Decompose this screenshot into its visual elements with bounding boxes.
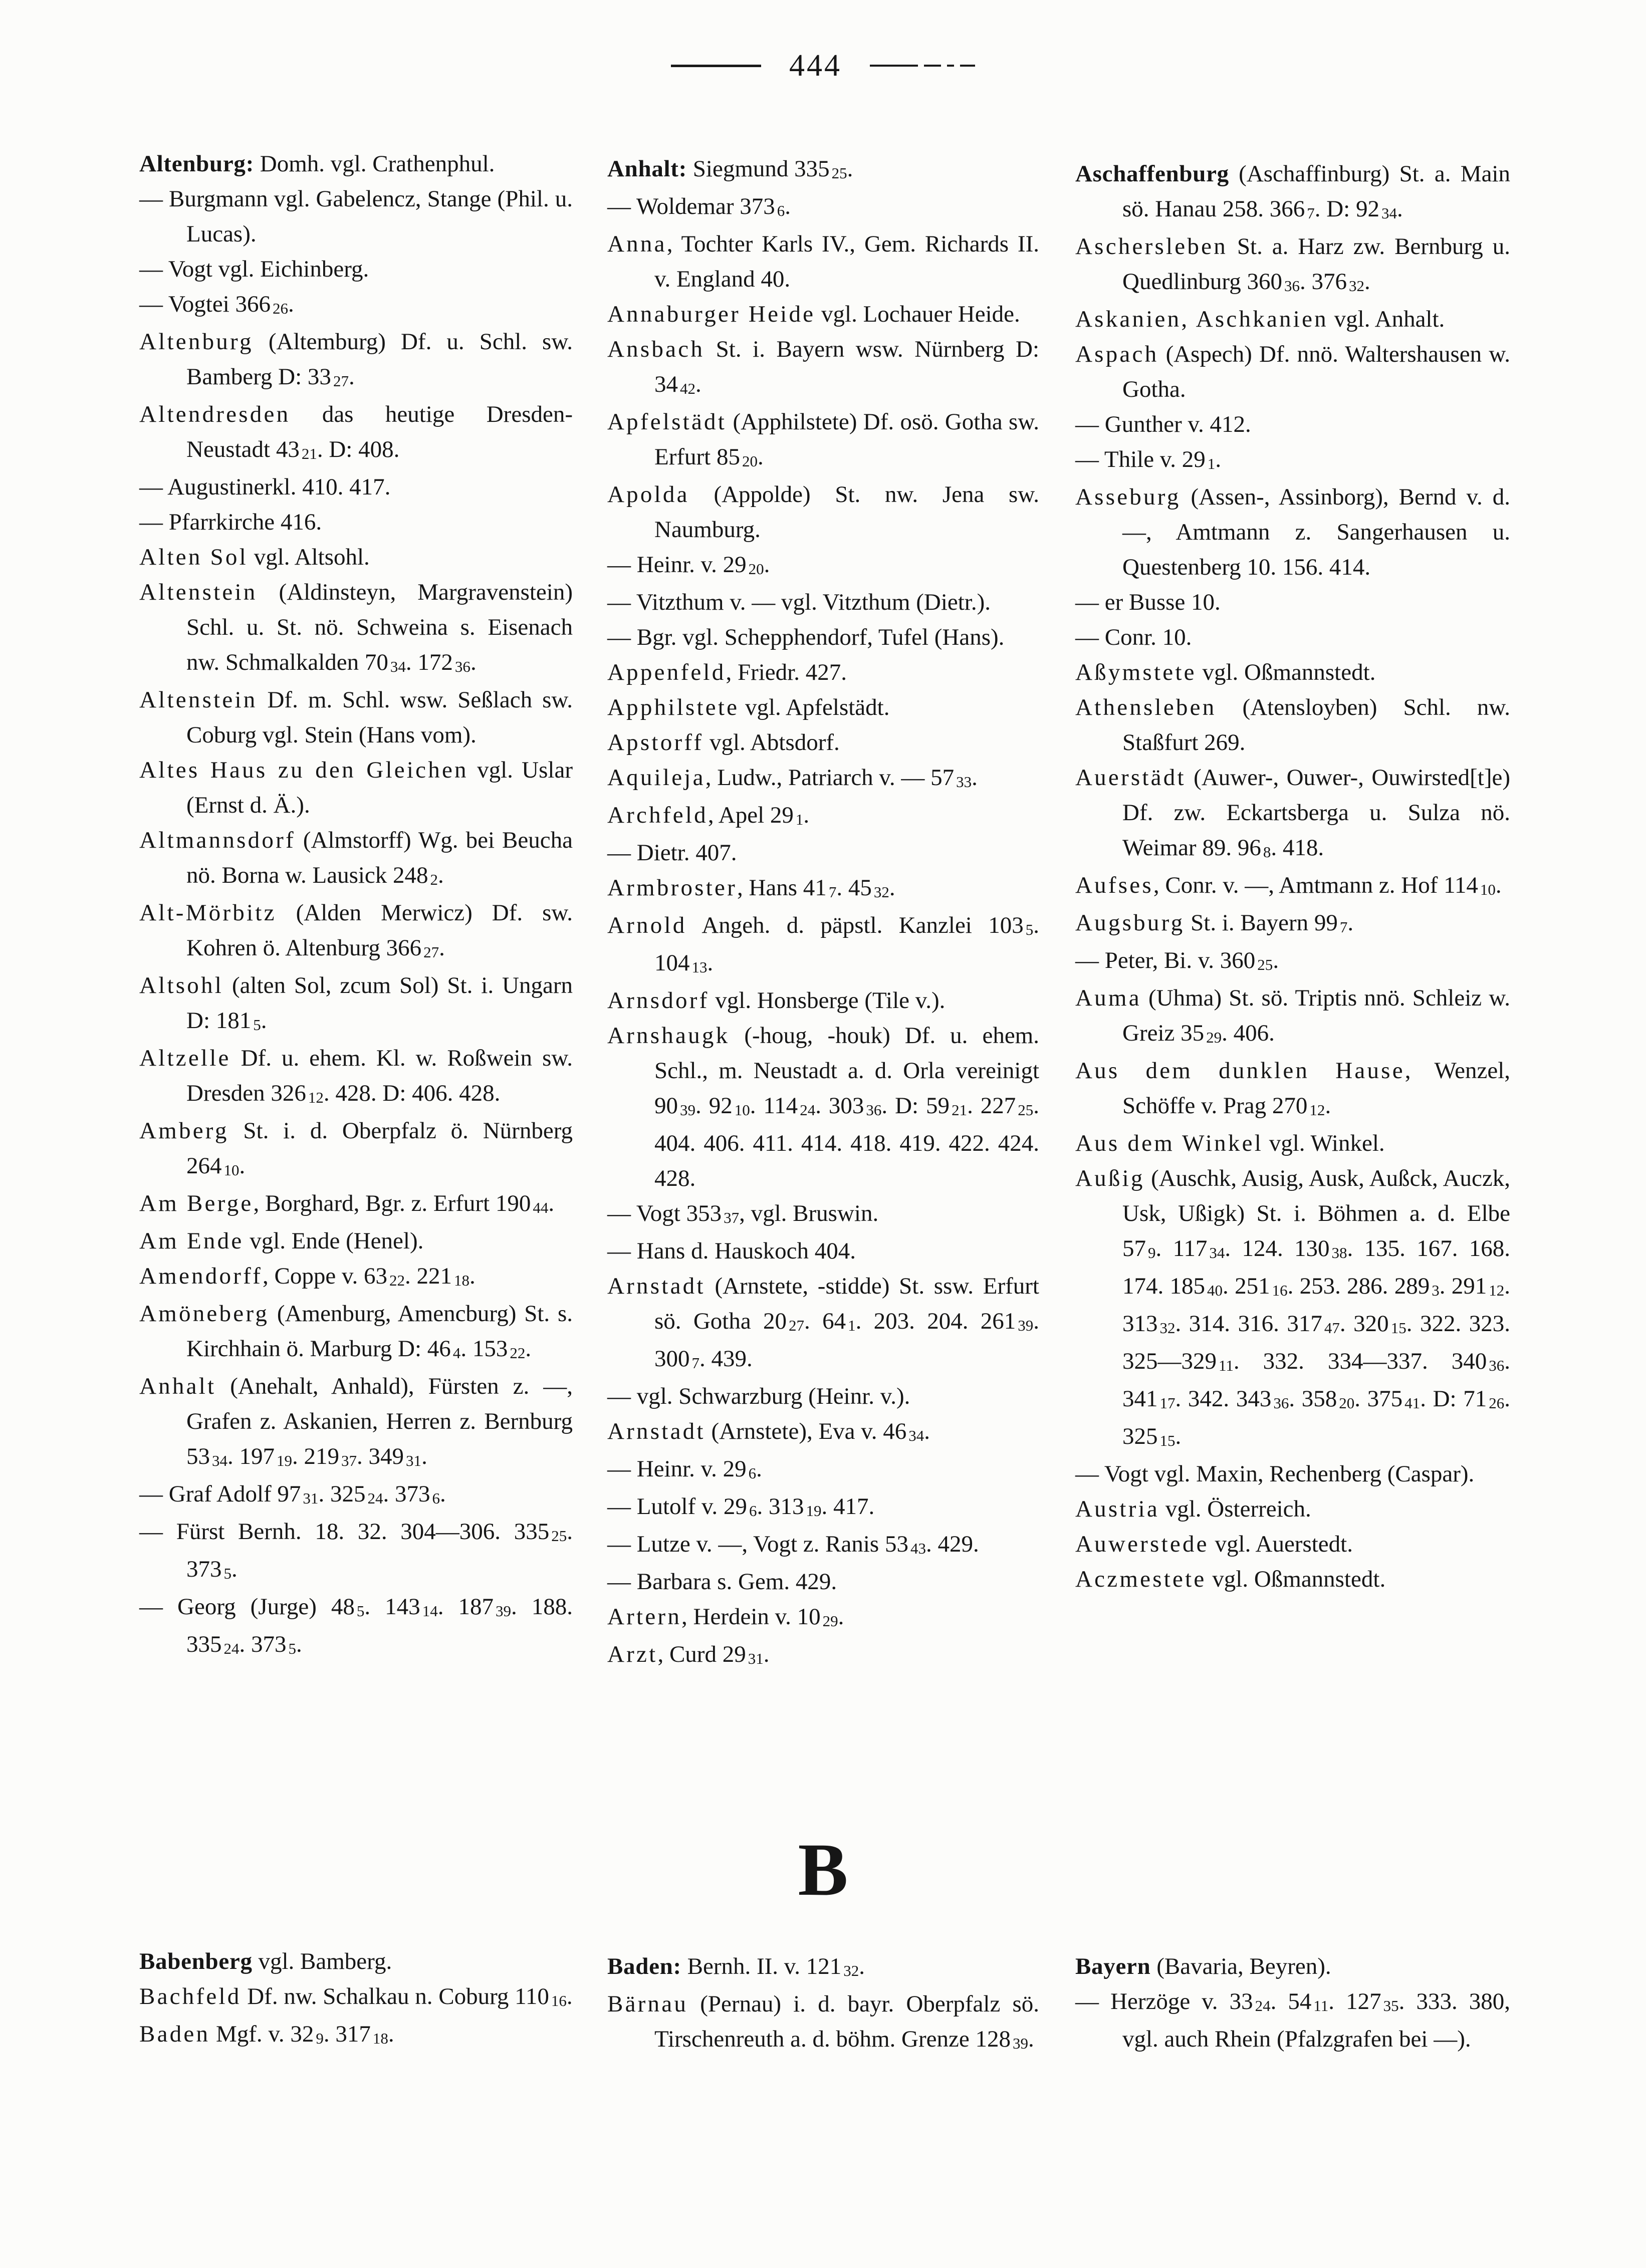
index-subentry: — vgl. Schwarzburg (Heinr. v.). <box>607 1383 910 1409</box>
entry-headword: Altenstein <box>139 687 258 713</box>
line-number: 34 <box>390 658 406 676</box>
index-entry: Alt-Mörbitz (Alden Merwicz) Df. sw. Kohren ö. Altenburg 366 27. <box>139 900 573 961</box>
entry-headword: Anna <box>607 231 667 257</box>
line-number: 39 <box>680 1101 696 1119</box>
index-entry: Altenburg (Altemburg) Df. u. Schl. sw. Bamberg D: 33 27. <box>139 329 573 390</box>
line-number: 36 <box>1489 1357 1505 1375</box>
index-entry: Am Berge, Borghard, Bgr. z. Erfurt 190 44. <box>139 1190 555 1217</box>
entry-headword: Auerstädt <box>1075 765 1186 791</box>
entry-headword: Arzt <box>607 1641 658 1667</box>
index-subentry: — Vogtei 366 26. <box>139 291 294 318</box>
entry-headword: Arnstadt <box>607 1273 706 1299</box>
entry-headword: Altenburg: <box>139 151 254 177</box>
line-number: 1 <box>795 811 804 829</box>
line-number: 25 <box>1018 1101 1034 1119</box>
entry-headword: Apphilstete <box>607 694 740 720</box>
line-number: 32 <box>873 883 889 901</box>
index-subentry: — Herzöge v. 33 24. 54 11. 127 35. 333. 380, vgl. auch Rhein (Pfalzgrafen bei —). <box>1075 1988 1511 2052</box>
entry-headword: Aßymstete <box>1075 659 1197 685</box>
index-entry: Austria vgl. Österreich. <box>1075 1496 1311 1522</box>
line-number: 2 <box>430 871 438 889</box>
entry-headword: Ansbach <box>607 336 705 362</box>
entry-headword: Anhalt: <box>607 156 687 182</box>
line-number: 14 <box>422 1602 438 1620</box>
index-subentry: — Conr. 10. <box>1075 624 1192 650</box>
line-number: 5 <box>356 1602 365 1620</box>
line-number: 7 <box>691 1354 700 1372</box>
header-rule-right <box>870 65 975 67</box>
entry-headword: Archfeld <box>607 802 708 828</box>
line-number: 9 <box>316 2030 324 2048</box>
entry-headword: Altenstein <box>139 579 258 605</box>
line-number: 11 <box>1219 1357 1234 1375</box>
index-entry: Auma (Uhma) St. sö. Triptis nnö. Schleiz w. Greiz 35 29. 406. <box>1075 985 1510 1047</box>
line-number: 24 <box>800 1101 816 1119</box>
index-entry: Baden: Bernh. II. v. 121 32. <box>607 1953 865 1980</box>
index-entry: Altendresden das heutige Dresden-Neustadt 43 21. D: 408. <box>139 401 573 463</box>
index-entry: Bayern (Bavaria, Beyren). <box>1075 1953 1331 1979</box>
index-entry: Arnstadt (Arnstete, -stidde) St. ssw. Erfurt sö. Gotha 20 27. 64 1. 203. 204. 261 39. 300 7. 439. <box>607 1273 1040 1372</box>
line-number: 21 <box>301 445 317 463</box>
line-number: 11 <box>1313 1997 1329 2015</box>
line-number: 20 <box>742 452 758 470</box>
index-entry: Apolda (Appolde) St. nw. Jena sw. Naumburg. <box>607 481 1039 543</box>
line-number: 25 <box>831 164 847 182</box>
index-column-a-1 <box>139 146 573 1664</box>
line-number: 32 <box>1349 277 1365 295</box>
line-number: 17 <box>1159 1394 1175 1412</box>
line-number: 26 <box>273 300 289 318</box>
index-entry: Bärnau (Pernau) i. d. bayr. Oberpfalz sö. Tirschenreuth a. d. böhm. Grenze 128 39. <box>607 1991 1039 2053</box>
index-entry: Aus dem dunklen Hause, Wenzel, Schöffe v. Prag 270 12. <box>1075 1058 1510 1119</box>
index-entry: Amendorff, Coppe v. 63 22. 221 18. <box>139 1263 476 1290</box>
line-number: 10 <box>734 1101 750 1119</box>
line-number: 7 <box>1307 204 1315 222</box>
entry-headword: Arnstadt <box>607 1418 706 1444</box>
index-entry: Auwerstede vgl. Auerstedt. <box>1075 1531 1353 1557</box>
index-entry: Altmannsdorf (Almstorff) Wg. bei Beucha nö. Borna w. Lausick 248 2. <box>139 827 573 889</box>
line-number: 22 <box>389 1272 405 1290</box>
line-number: 5 <box>1025 921 1034 939</box>
index-entry: Aßymstete vgl. Oßmannstedt. <box>1075 659 1376 685</box>
index-subentry: — Fürst Bernh. 18. 32. 304—306. 335 25. 373 5. <box>139 1519 573 1583</box>
index-subentry: — Georg (Jurge) 48 5. 143 14. 187 39. 188. 335 24. 373 5. <box>139 1594 573 1658</box>
line-number: 36 <box>1284 277 1300 295</box>
line-number: 27 <box>423 943 439 961</box>
index-entry: Am Ende vgl. Ende (Henel). <box>139 1228 424 1254</box>
entry-headword: Apfelstädt <box>607 409 727 435</box>
entry-headword: Asseburg <box>1075 484 1181 510</box>
index-entry: Anhalt (Anehalt, Anhald), Fürsten z. —, Grafen z. Askanien, Herren z. Bernburg 53 34. 197 19. 219 37. 349 31. <box>139 1373 573 1470</box>
index-entry: Altenburg: Domh. vgl. Crathenphul. <box>139 151 495 177</box>
line-number: 31 <box>303 1489 319 1507</box>
entry-headword: Altzelle <box>139 1045 231 1071</box>
line-number: 29 <box>1206 1029 1222 1047</box>
index-entry: Aufses, Conr. v. —, Amtmann z. Hof 114 10. <box>1075 872 1502 899</box>
index-entry: Auerstädt (Auwer-, Ouwer-, Ouwirsted[t]e) Df. zw. Eckartsberga u. Sulza nö. Weimar 89. 96 8. 418. <box>1075 765 1510 861</box>
line-number: 8 <box>1263 843 1271 861</box>
index-subentry: — Woldemar 373 6. <box>607 193 791 220</box>
entry-headword: Babenberg <box>139 1948 253 1974</box>
line-number: 39 <box>1018 1317 1034 1335</box>
line-number: 5 <box>253 1016 261 1034</box>
index-entry: Asseburg (Assen-, Assinborg), Bernd v. d. —, Amtmann z. Sangerhausen u. Questenberg 10. 156. 414. <box>1075 484 1510 580</box>
index-subentry: — Peter, Bi. v. 360 25. <box>1075 947 1279 974</box>
line-number: 12 <box>308 1089 324 1107</box>
index-entry: Armbroster, Hans 41 7. 45 32. <box>607 875 895 901</box>
line-number: 27 <box>789 1317 805 1335</box>
line-number: 24 <box>223 1640 240 1658</box>
line-number: 5 <box>223 1565 232 1583</box>
index-entry: Aus dem Winkel vgl. Winkel. <box>1075 1130 1385 1156</box>
line-number: 34 <box>212 1452 228 1470</box>
line-number: 32 <box>843 1962 859 1980</box>
line-number: 15 <box>1159 1432 1175 1450</box>
entry-headword: Amberg <box>139 1118 229 1144</box>
index-entry: Amöneberg (Amenburg, Amencburg) St. s. Kirchhain ö. Marburg D: 46 4. 153 22. <box>139 1301 573 1362</box>
entry-headword: Aschersleben <box>1075 233 1228 260</box>
line-number: 6 <box>777 202 785 220</box>
line-number: 10 <box>223 1161 240 1179</box>
index-entry: Altsohl (alten Sol, zcum Sol) St. i. Ungarn D: 181 5. <box>139 972 573 1034</box>
index-subentry: — Heinr. v. 29 6. <box>607 1456 762 1482</box>
entry-headword: Anhalt <box>139 1373 216 1399</box>
line-number: 3 <box>1432 1282 1440 1300</box>
line-number: 32 <box>1159 1319 1175 1337</box>
index-column-a-3 <box>1075 156 1510 1597</box>
line-number: 37 <box>724 1209 740 1227</box>
index-column-b-3 <box>1075 1949 1510 2057</box>
line-number: 24 <box>367 1489 383 1507</box>
index-subentry: — Lutze v. —, Vogt z. Ranis 53 43. 429. <box>607 1531 979 1558</box>
entry-headword: Aschaffenburg <box>1075 161 1229 187</box>
line-number: 16 <box>1272 1282 1288 1300</box>
entry-headword: Altendresden <box>139 401 291 427</box>
index-entry: Artern, Herdein v. 10 29. <box>607 1604 844 1630</box>
entry-headword: Aufses <box>1075 872 1153 898</box>
line-number: 38 <box>1331 1244 1347 1262</box>
section-b-heading: B <box>798 1828 848 1911</box>
line-number: 42 <box>680 380 696 398</box>
index-entry: Arzt, Curd 29 31. <box>607 1641 770 1668</box>
index-entry: Askanien, Aschkanien vgl. Anhalt. <box>1075 306 1445 332</box>
index-entry: Babenberg vgl. Bamberg. <box>139 1948 392 1974</box>
line-number: 7 <box>1339 918 1348 936</box>
line-number: 34 <box>1381 204 1397 222</box>
line-number: 15 <box>1390 1319 1406 1337</box>
index-subentry: — Vogt 353 37, vgl. Bruswin. <box>607 1200 879 1227</box>
line-number: 44 <box>533 1199 549 1217</box>
line-number: 13 <box>691 958 708 976</box>
index-entry: Aquileja, Ludw., Patriarch v. — 57 33. <box>607 765 978 791</box>
line-number: 41 <box>1404 1394 1421 1412</box>
index-column-b-2 <box>607 1949 1039 2059</box>
entry-headword: Aczmestete <box>1075 1566 1207 1592</box>
entry-headword: Amöneberg <box>139 1301 270 1327</box>
entry-headword: Athensleben <box>1075 694 1217 720</box>
index-entry: Altenstein (Aldinsteyn, Margravenstein) Schl. u. St. nö. Schweina s. Eisenach nw. Schmalkalden 70 34. 172 36. <box>139 579 573 676</box>
line-number: 6 <box>749 1502 757 1520</box>
index-entry: Aschersleben St. a. Harz zw. Bernburg u. Quedlinburg 360 36. 376 32. <box>1075 233 1510 295</box>
index-subentry: — Hans d. Hauskoch 404. <box>607 1238 856 1264</box>
line-number: 5 <box>288 1640 297 1658</box>
line-number: 47 <box>1324 1319 1340 1337</box>
line-number: 9 <box>1148 1244 1156 1262</box>
entry-headword: Am Berge <box>139 1190 254 1216</box>
line-number: 6 <box>748 1464 757 1482</box>
line-number: 36 <box>866 1101 882 1119</box>
line-number: 26 <box>1489 1394 1505 1412</box>
index-entry: Altes Haus zu den Gleichen vgl. Uslar (Ernst d. Ä.). <box>139 757 573 818</box>
line-number: 20 <box>1339 1394 1355 1412</box>
index-entry: Altenstein Df. m. Schl. wsw. Seßlach sw. Coburg vgl. Stein (Hans vom). <box>139 687 573 748</box>
page-number: 444 <box>789 49 842 83</box>
line-number: 19 <box>806 1502 822 1520</box>
page-header <box>0 48 1646 83</box>
line-number: 10 <box>1480 881 1496 899</box>
entry-headword: Bayern <box>1075 1953 1151 1979</box>
line-number: 1 <box>848 1317 856 1335</box>
line-number: 39 <box>1012 2035 1028 2053</box>
line-number: 1 <box>1207 455 1216 473</box>
entry-headword: Apolda <box>607 481 689 508</box>
line-number: 7 <box>828 883 837 901</box>
line-number: 16 <box>551 1992 567 2010</box>
line-number: 6 <box>432 1489 440 1507</box>
index-entry: Augsburg St. i. Bayern 99 7. <box>1075 910 1354 936</box>
line-number: 18 <box>453 1272 469 1290</box>
line-number: 35 <box>1383 1997 1399 2015</box>
index-subentry: — Gunther v. 412. <box>1075 411 1251 437</box>
line-number: 25 <box>551 1527 567 1545</box>
index-subentry: — Vitzthum v. — vgl. Vitzthum (Dietr.). <box>607 589 991 615</box>
index-entry: Arnstadt (Arnstete), Eva v. 46 34. <box>607 1418 930 1445</box>
index-entry: Ansbach St. i. Bayern wsw. Nürnberg D: 34 42. <box>607 336 1039 398</box>
index-subentry: — Bgr. vgl. Schepphendorf, Tufel (Hans). <box>607 624 1005 650</box>
index-subentry: — Lutolf v. 29 6. 313 19. 417. <box>607 1493 875 1520</box>
entry-headword: Aquileja <box>607 765 706 791</box>
line-number: 36 <box>454 658 471 676</box>
entry-headword: Alt-Mörbitz <box>139 900 277 926</box>
index-entry: Aschaffenburg (Aschaffinburg) St. a. Main sö. Hanau 258. 366 7. D: 92 34. <box>1075 161 1510 222</box>
entry-headword: Annaburger Heide <box>607 301 816 327</box>
index-subentry: — Thile v. 29 1. <box>1075 446 1222 473</box>
line-number: 22 <box>510 1344 526 1362</box>
entry-headword: Apstorff <box>607 729 704 755</box>
line-number: 43 <box>910 1540 926 1558</box>
index-subentry: — Pfarrkirche 416. <box>139 509 322 535</box>
index-column-b-1 <box>139 1944 573 2054</box>
line-number: 12 <box>1309 1101 1325 1119</box>
entry-headword: Arnsdorf <box>607 987 710 1014</box>
index-subentry: — Burgmann vgl. Gabelencz, Stange (Phil. u. Lucas). <box>139 186 573 247</box>
index-entry: Arnold Angeh. d. päpstl. Kanzlei 103 5. 104 13. <box>607 912 1039 976</box>
index-entry: Anna, Tochter Karls IV., Gem. Richards II. v. England 40. <box>607 231 1039 292</box>
entry-headword: Außig <box>1075 1165 1145 1191</box>
entry-headword: Austria <box>1075 1496 1159 1522</box>
index-subentry: — er Busse 10. <box>1075 589 1221 615</box>
index-subentry: — Dietr. 407. <box>607 840 737 866</box>
entry-headword: Altes Haus zu den Gleichen <box>139 757 468 783</box>
line-number: 21 <box>952 1101 968 1119</box>
entry-headword: Aus dem dunklen Hause <box>1075 1058 1405 1084</box>
entry-headword: Appenfeld <box>607 659 726 685</box>
index-entry: Anhalt: Siegmund 335 25. <box>607 156 853 182</box>
index-entry: Baden Mgf. v. 32 9. 317 18. <box>139 2021 394 2048</box>
index-entry: Aczmestete vgl. Oßmannstedt. <box>1075 1566 1386 1592</box>
index-entry: Arnsdorf vgl. Honsberge (Tile v.). <box>607 987 946 1014</box>
entry-headword: Auwerstede <box>1075 1531 1209 1557</box>
index-entry: Apfelstädt (Apphilstete) Df. osö. Gotha sw. Erfurt 85 20. <box>607 409 1039 470</box>
index-entry: Arnshaugk (-houg, -houk) Df. u. ehem. Schl., m. Neustadt a. d. Orla vereinigt 90 39. 92 10. 114 24. 303 36. D: 59 21. 227 25. 404. 406. 411. 414. 418. 419. 422. 424. 428. <box>607 1023 1040 1191</box>
index-entry: Alten Sol vgl. Altsohl. <box>139 544 370 570</box>
entry-headword: Artern <box>607 1604 682 1630</box>
line-number: 25 <box>1257 956 1273 974</box>
line-number: 20 <box>748 560 764 578</box>
line-number: 24 <box>1255 1997 1271 2015</box>
entry-headword: Arnold <box>607 912 687 938</box>
line-number: 4 <box>452 1344 461 1362</box>
entry-headword: Bachfeld <box>139 1983 242 2009</box>
entry-headword: Aus dem Winkel <box>1075 1130 1263 1156</box>
entry-headword: Askanien, Aschkanien <box>1075 306 1328 332</box>
entry-headword: Altenburg <box>139 329 254 355</box>
line-number: 31 <box>406 1452 422 1470</box>
line-number: 19 <box>277 1452 293 1470</box>
line-number: 31 <box>748 1650 764 1668</box>
entry-headword: Alten Sol <box>139 544 248 570</box>
line-number: 12 <box>1489 1282 1505 1300</box>
index-subentry: — Graf Adolf 97 31. 325 24. 373 6. <box>139 1481 446 1507</box>
entry-headword: Baden <box>139 2021 210 2047</box>
index-entry: Annaburger Heide vgl. Lochauer Heide. <box>607 301 1020 327</box>
entry-headword: Am Ende <box>139 1228 244 1254</box>
line-number: 29 <box>822 1612 838 1630</box>
entry-headword: Aspach <box>1075 341 1159 367</box>
index-entry: Bachfeld Df. nw. Schalkau n. Coburg 110 16. <box>139 1983 573 2010</box>
line-number: 36 <box>1273 1394 1289 1412</box>
entry-headword: Amendorff <box>139 1263 263 1289</box>
index-entry: Athensleben (Atensloyben) Schl. nw. Staßfurt 269. <box>1075 694 1510 755</box>
index-subentry: — Vogt vgl. Eichinberg. <box>139 256 369 282</box>
line-number: 27 <box>333 372 349 390</box>
index-subentry: — Barbara s. Gem. 429. <box>607 1569 837 1595</box>
index-subentry: — Heinr. v. 29 20. <box>607 552 770 578</box>
index-subentry: — Vogt vgl. Maxin, Rechenberg (Caspar). <box>1075 1461 1475 1487</box>
entry-headword: Arnshaugk <box>607 1023 730 1049</box>
entry-headword: Augsburg <box>1075 910 1185 936</box>
index-entry: Apphilstete vgl. Apfelstädt. <box>607 694 890 720</box>
line-number: 34 <box>908 1427 924 1445</box>
line-number: 39 <box>495 1602 511 1620</box>
index-entry: Amberg St. i. d. Oberpfalz ö. Nürnberg 264 10. <box>139 1118 573 1179</box>
line-number: 34 <box>1209 1244 1225 1262</box>
index-subentry: — Augustinerkl. 410. 417. <box>139 474 391 500</box>
entry-headword: Altmannsdorf <box>139 827 296 853</box>
line-number: 33 <box>956 773 972 791</box>
index-entry: Altzelle Df. u. ehem. Kl. w. Roßwein sw. Dresden 326 12. 428. D: 406. 428. <box>139 1045 573 1107</box>
line-number: 40 <box>1207 1282 1223 1300</box>
index-entry: Aspach (Aspech) Df. nnö. Waltershausen w. Gotha. <box>1075 341 1510 402</box>
index-entry: Apstorff vgl. Abtsdorf. <box>607 729 840 755</box>
index-column-a-2 <box>607 151 1039 1674</box>
header-rule-left <box>671 65 761 67</box>
line-number: 18 <box>372 2030 388 2048</box>
entry-headword: Bärnau <box>607 1991 688 2017</box>
index-entry: Appenfeld, Friedr. 427. <box>607 659 847 685</box>
entry-headword: Altsohl <box>139 972 224 998</box>
entry-headword: Auma <box>1075 985 1141 1011</box>
entry-headword: Baden: <box>607 1953 681 1979</box>
line-number: 37 <box>341 1452 357 1470</box>
index-entry: Archfeld, Apel 29 1. <box>607 802 810 829</box>
entry-headword: Armbroster <box>607 875 737 901</box>
index-entry: Außig (Auschk, Ausig, Ausk, Außck, Auczk, Usk, Ußigk) St. i. Böhmen a. d. Elbe 57 9. 117 34. 124. 130 38. 135. 167. 168. 174. 185 40. 251 16. 253. 286. 289 3. 291 12. 313 32. 314. 316. 317 47. 320 15. 322. 323. 325—329 11. 332. 334—337. 340 36. 341 17. 342. 343 36. 358 20. 375 41. D: 71 26. 325 15. <box>1075 1165 1511 1450</box>
